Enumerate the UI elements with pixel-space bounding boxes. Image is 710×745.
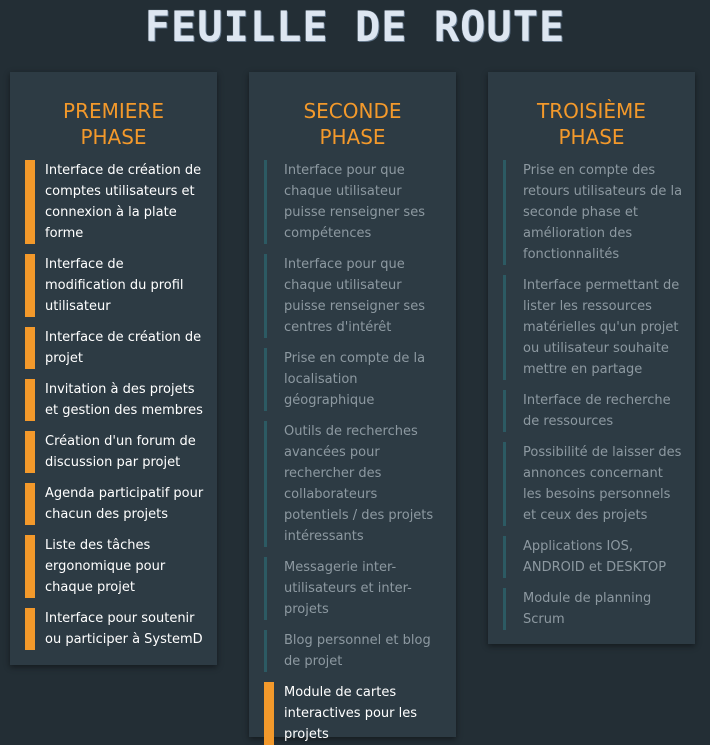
roadmap-item-label: Blog personnel et blog de projet bbox=[284, 633, 431, 669]
completed-marker bbox=[25, 160, 35, 244]
roadmap-item-label: Interface de création de projet bbox=[45, 330, 202, 366]
roadmap-item-label: Invitation à des projets et gestion des membres bbox=[45, 382, 203, 418]
roadmap-item-label: Création d'un forum de discussion par projet bbox=[45, 434, 196, 470]
phase-title-line2: PHASE bbox=[319, 125, 386, 149]
phase-title bbox=[249, 98, 456, 150]
roadmap-item bbox=[264, 348, 446, 411]
roadmap-item bbox=[503, 442, 685, 526]
roadmap-item bbox=[264, 160, 446, 244]
roadmap-item-label: Interface de modification du profil utilisateur bbox=[45, 257, 184, 314]
roadmap-item bbox=[264, 421, 446, 547]
roadmap-item-label: Prise en compte des retours utilisateurs de la seconde phase et amélioration des fonctionnalités bbox=[523, 163, 683, 262]
completed-marker bbox=[25, 431, 35, 473]
roadmap-item-label: Interface de recherche de ressources bbox=[523, 393, 671, 429]
pending-marker bbox=[264, 348, 267, 411]
roadmap-item-label: Interface pour soutenir ou participer à SystemD bbox=[45, 611, 203, 647]
pending-marker bbox=[264, 421, 267, 547]
roadmap-item bbox=[25, 608, 207, 650]
roadmap-item-label: Outils de recherches avancées pour rechercher des collaborateurs potentiels / des projets intéressants bbox=[284, 424, 434, 544]
roadmap-item bbox=[25, 160, 207, 244]
phase-item-list bbox=[10, 160, 217, 650]
roadmap-item-label: Messagerie inter-utilisateurs et inter-projets bbox=[284, 560, 412, 617]
roadmap-item bbox=[25, 483, 207, 525]
roadmap-item-label: Interface pour que chaque utilisateur puisse renseigner ses centres d'intérêt bbox=[284, 257, 425, 335]
completed-marker bbox=[25, 535, 35, 598]
roadmap-item bbox=[503, 160, 685, 265]
roadmap-item bbox=[503, 390, 685, 432]
roadmap-item-label: Interface pour que chaque utilisateur puisse renseigner ses compétences bbox=[284, 163, 425, 241]
phase-title bbox=[10, 98, 217, 150]
pending-marker bbox=[503, 390, 506, 432]
phase-title-line2: PHASE bbox=[558, 125, 625, 149]
pending-marker bbox=[503, 160, 506, 265]
phase-column-3 bbox=[488, 72, 695, 644]
phase-title-line1: SECONDE bbox=[303, 99, 402, 123]
roadmap-item bbox=[25, 379, 207, 421]
phase-item-list bbox=[249, 160, 456, 745]
completed-marker bbox=[25, 379, 35, 421]
roadmap-item bbox=[264, 682, 446, 745]
roadmap-item bbox=[25, 254, 207, 317]
roadmap-item bbox=[25, 535, 207, 598]
roadmap-item-label: Interface permettant de lister les ressources matérielles qu'un projet ou utilisateur souhaite mettre en partage bbox=[523, 278, 680, 377]
phase-item-list bbox=[488, 160, 695, 630]
completed-marker bbox=[25, 327, 35, 369]
roadmap-item bbox=[503, 588, 685, 630]
pending-marker bbox=[503, 275, 506, 380]
pending-marker bbox=[503, 536, 506, 578]
phase-title bbox=[488, 98, 695, 150]
roadmap-item-label: Prise en compte de la localisation géographique bbox=[284, 351, 426, 408]
roadmap-item bbox=[503, 536, 685, 578]
roadmap-item-label: Module de planning Scrum bbox=[523, 591, 652, 627]
roadmap-item bbox=[25, 327, 207, 369]
pending-marker bbox=[264, 160, 267, 244]
roadmap-item bbox=[25, 431, 207, 473]
phase-title-line1: PREMIERE bbox=[63, 99, 164, 123]
phase-column-1 bbox=[10, 72, 217, 665]
completed-marker bbox=[25, 608, 35, 650]
phase-title-line2: PHASE bbox=[80, 125, 147, 149]
pending-marker bbox=[264, 630, 267, 672]
roadmap-item-label: Possibilité de laisser des annonces concernant les besoins personnels et ceux des projets bbox=[523, 445, 682, 523]
completed-marker bbox=[25, 483, 35, 525]
pending-marker bbox=[264, 254, 267, 338]
phase-title-line1: TROISIÈME bbox=[537, 99, 646, 123]
phase-column-2 bbox=[249, 72, 456, 742]
completed-marker bbox=[264, 682, 274, 745]
roadmap-item-label: Module de cartes interactives pour les projets bbox=[284, 685, 418, 742]
roadmap-item bbox=[503, 275, 685, 380]
pending-marker bbox=[264, 557, 267, 620]
completed-marker bbox=[25, 254, 35, 317]
roadmap-item bbox=[264, 557, 446, 620]
roadmap-item-label: Interface de création de comptes utilisateurs et connexion à la plate forme bbox=[45, 163, 202, 241]
roadmap-item-label: Liste des tâches ergonomique pour chaque projet bbox=[45, 538, 166, 595]
roadmap-item-label: Agenda participatif pour chacun des projets bbox=[45, 486, 204, 522]
pending-marker bbox=[503, 588, 506, 630]
roadmap-item bbox=[264, 630, 446, 672]
roadmap-item bbox=[264, 254, 446, 338]
page-title: FEUILLE DE ROUTE bbox=[144, 2, 566, 51]
roadmap-item-label: Applications IOS, ANDROID et DESKTOP bbox=[523, 539, 667, 575]
pending-marker bbox=[503, 442, 506, 526]
